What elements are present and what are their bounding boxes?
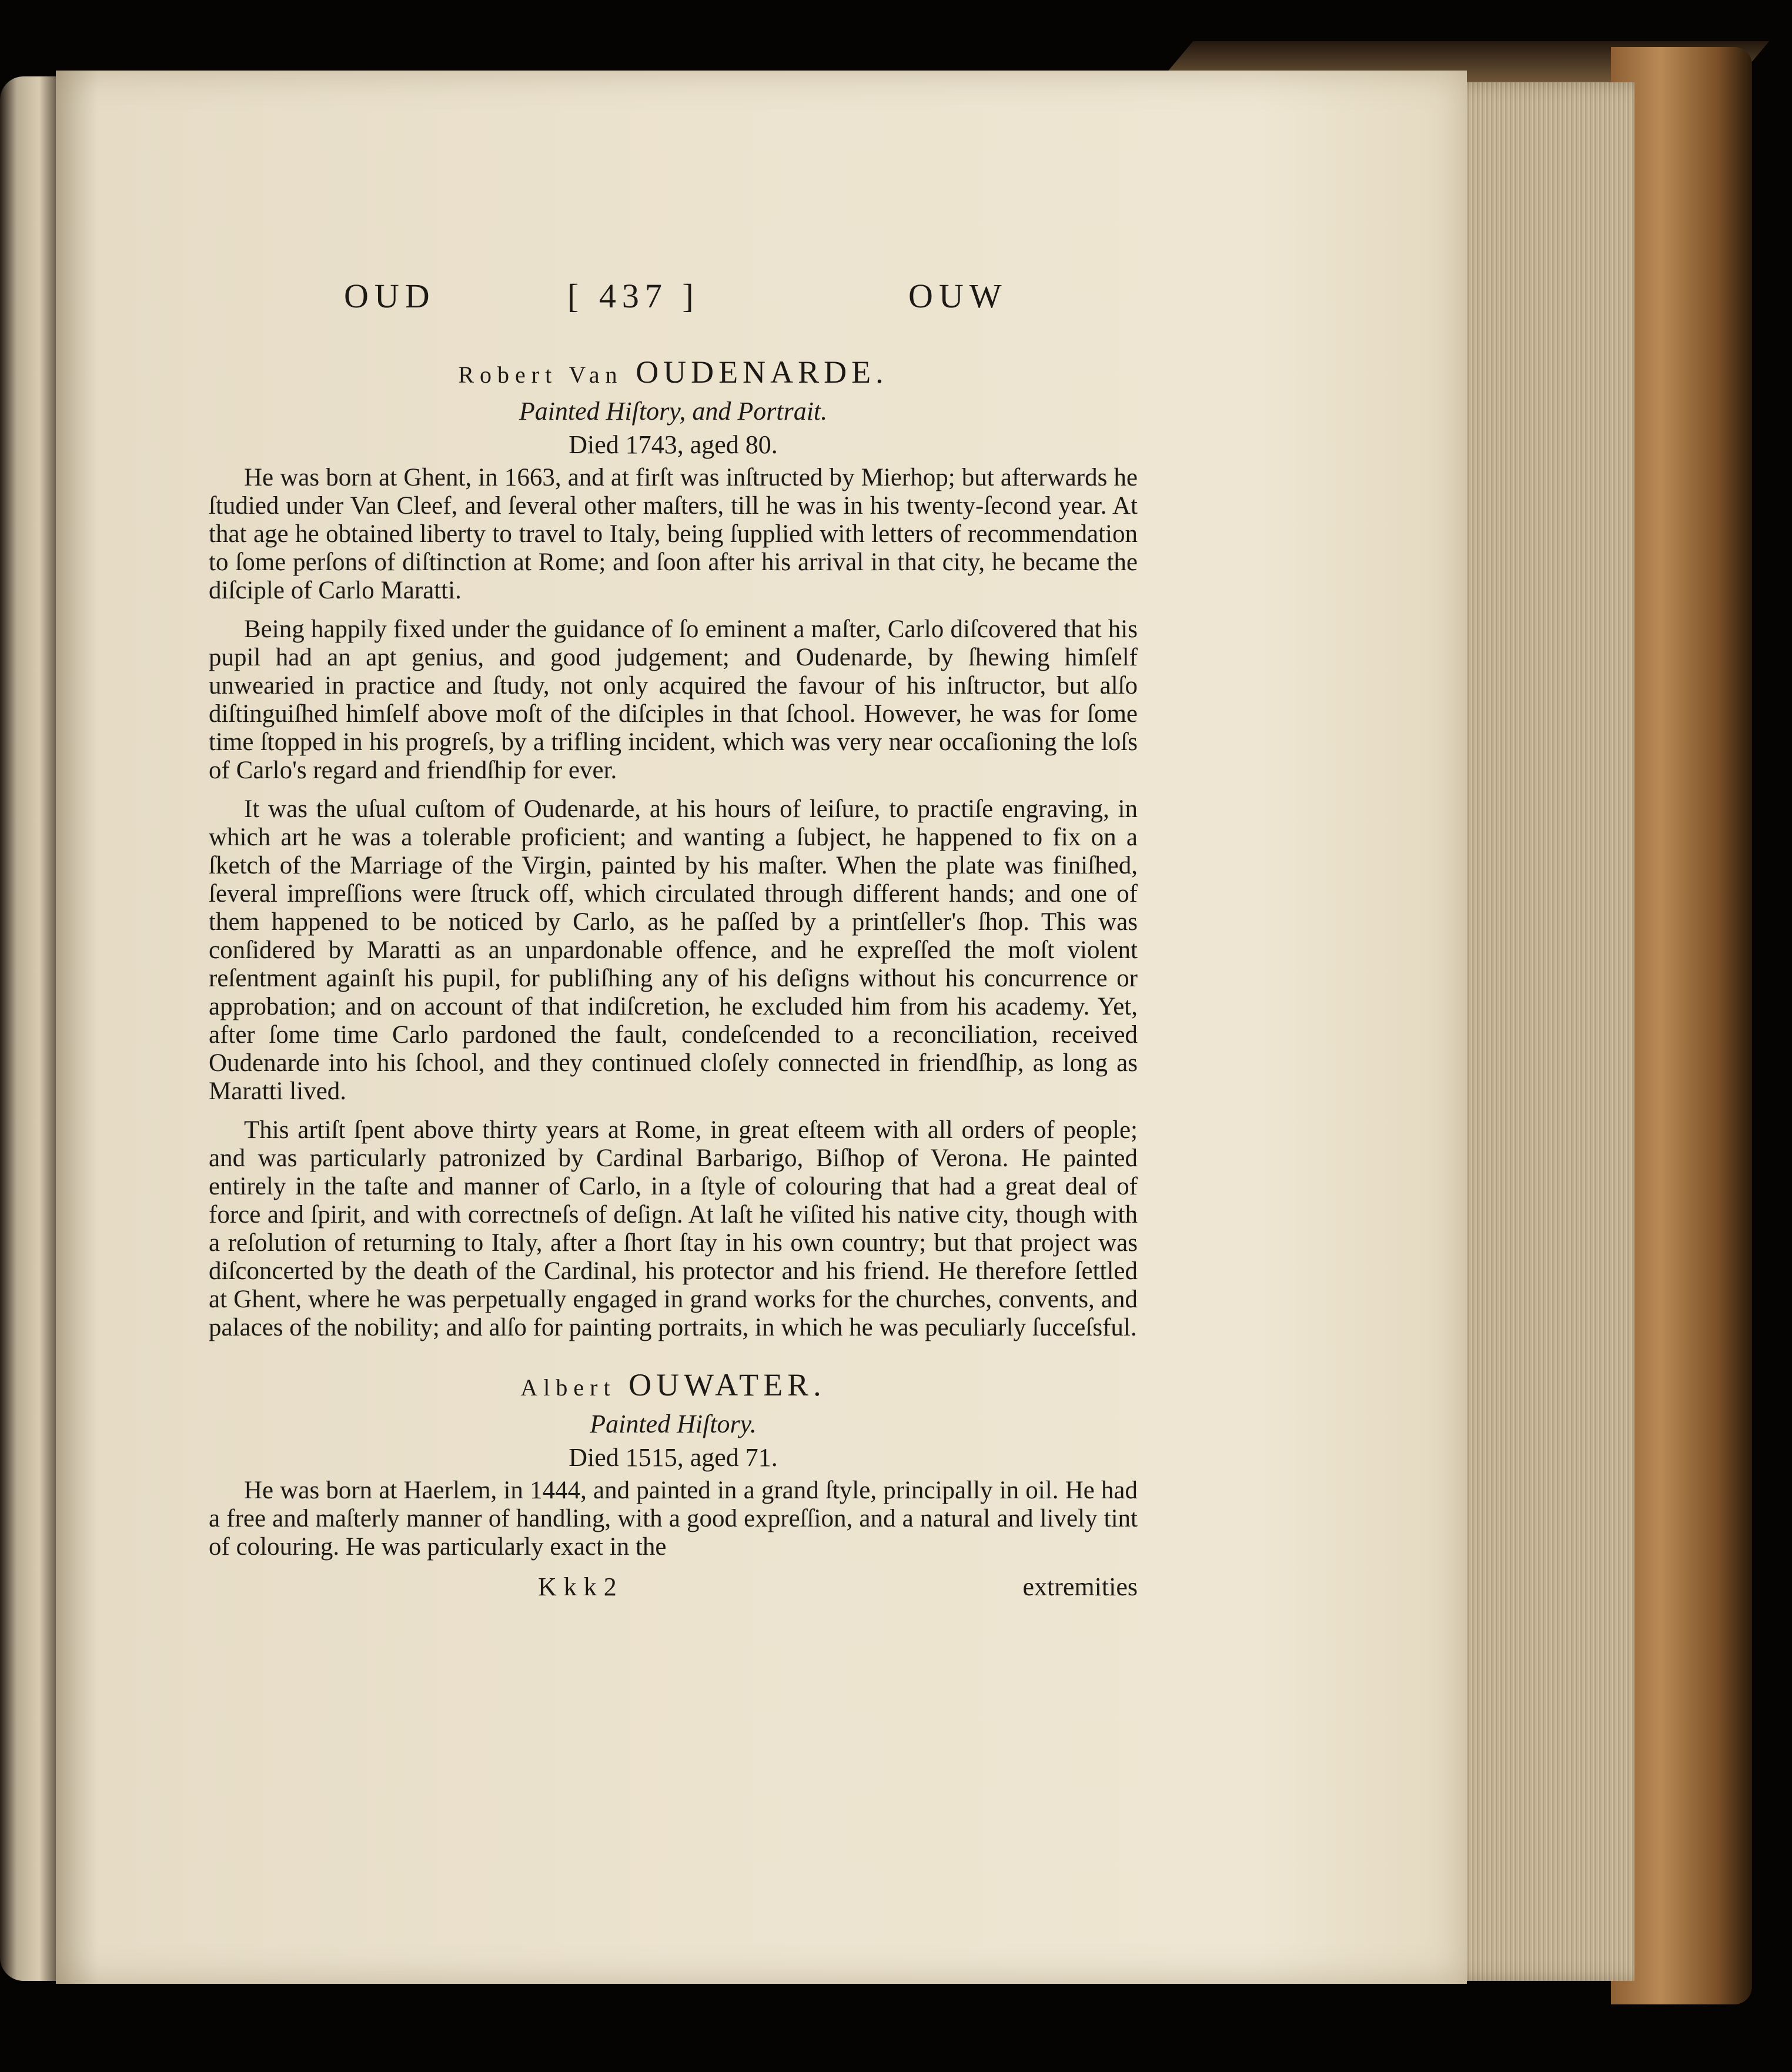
page-number: [ 437 ] xyxy=(567,277,700,315)
catchword: extremities xyxy=(1022,1572,1138,1601)
page-footer xyxy=(209,1572,1138,1607)
paragraph: He was born at Ghent, in 1663, and at firſt was inſtructed by Mierhop; but afterwards he ſtudied under Van Cleef, and ſeveral other maſters, till he was in his twenty-ſecond year. At that age he obtained liberty to travel to Italy, being ſupplied with letters of recommendation to ſome perſons of diſtinction at Rome; and ſoon after his arrival in that city, he became the diſciple of Carlo Maratti. xyxy=(209,464,1138,604)
running-header xyxy=(209,276,1138,335)
entry-title-surname: OUWATER. xyxy=(628,1367,826,1402)
signature-mark: Kkk2 xyxy=(538,1572,624,1601)
paragraph: He was born at Haerlem, in 1444, and painted in a grand ſtyle, principally in oil. He had a free and maſterly manner of handling, with a good expreſſion, and a natural and lively tint of colouring. He was particularly exact in the xyxy=(209,1477,1138,1561)
header-left: OUD xyxy=(344,277,436,315)
entry-subtitle: Painted Hiſtory. xyxy=(590,1410,757,1438)
paragraph: It was the uſual cuſtom of Oudenarde, at his hours of leiſure, to practiſe engraving, in which art he was a tolerable proficient; and wanting a ſubject, he happened to fix on a ſketch of the Marriage of the Virgin, painted by his maſter. When the plate was finiſhed, ſeveral impreſſions were ſtruck off, which circulated through different hands; and one of them happened to be noticed by Carlo, as he paſſed by a printſeller's ſhop. This was conſidered by Maratti as an unpardonable offence, and he expreſſed the moſt violent reſentment againſt his pupil, for publiſhing any of his deſigns without his concurrence or approbation; and on account of that indiſcretion, he excluded him from his academy. Yet, after ſome time Carlo pardoned the fault, condeſcended to a reconciliation, received Oudenarde into his ſchool, and they continued cloſely connected in friendſhip, as long as Maratti lived. xyxy=(209,795,1138,1105)
entry-dates: Died 1515, aged 71. xyxy=(569,1443,778,1472)
header-right: OUW xyxy=(908,277,1008,315)
entry-title xyxy=(209,1365,1138,1407)
entry-title-first: Albert xyxy=(520,1374,616,1401)
page-text xyxy=(209,276,1138,1607)
paragraph: This artiſt ſpent above thirty years at Rome, in great eſteem with all orders of people; and was particularly patronized by Cardinal Barbarigo, Biſhop of Verona. He painted entirely in the taſte and manner of Carlo, in a ſtyle of colouring that had a great deal of force and ſpirit, and with correctneſs of deſign. At laſt he viſited his native city, though with a reſolution of returning to Italy, after a ſhort ſtay in his own country; but that project was diſconcerted by the death of the Cardinal, his protector and his friend. He therefore ſettled at Ghent, where he was perpetually engaged in grand works for the churches, convents, and palaces of the nobility; and alſo for painting portraits, in which he was peculiarly ſucceſsful. xyxy=(209,1116,1138,1341)
entry-subtitle: Painted Hiſtory, and Portrait. xyxy=(519,397,828,426)
entry-title xyxy=(209,353,1138,394)
left-page-edge xyxy=(0,76,56,1981)
entry-title-first: Robert Van xyxy=(458,361,623,388)
entry-dates: Died 1743, aged 80. xyxy=(569,430,778,459)
paragraph: Being happily fixed under the guidance of ſo eminent a maſter, Carlo diſcovered that his pupil had an apt genius, and good judgement; and Oudenarde, by ſhewing himſelf unwearied in practice and ſtudy, not only acquired the favour of his inſtructor, but alſo diſtinguiſhed himſelf above moſt of the diſciples in that ſchool. However, he was for ſome time ſtopped in his progreſs, by a trifling incident, which was very near occaſioning the loſs of Carlo's regard and friendſhip for ever. xyxy=(209,615,1138,784)
entry-title-surname: OUDENARDE. xyxy=(636,354,888,390)
